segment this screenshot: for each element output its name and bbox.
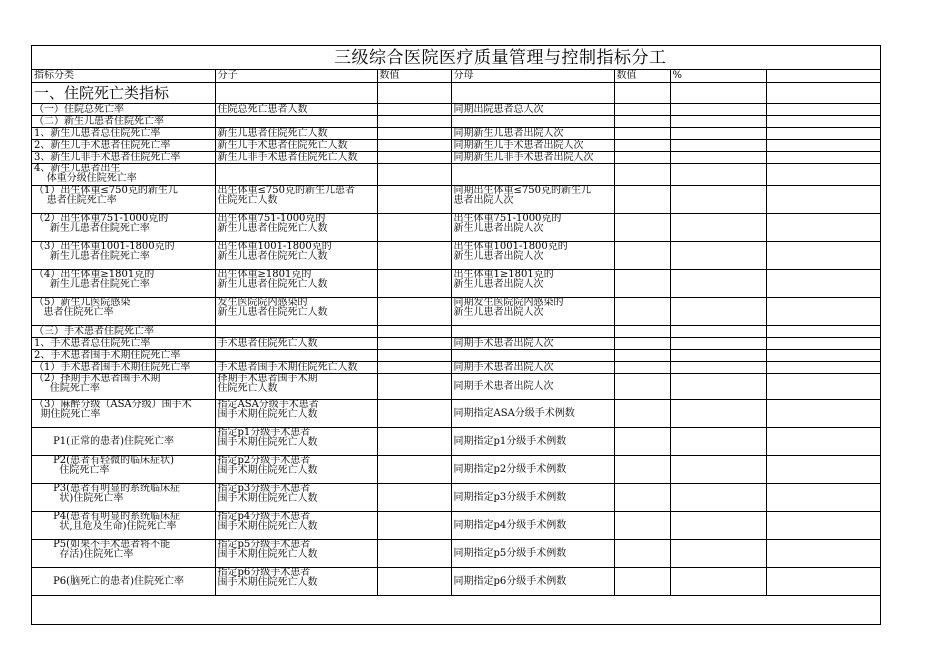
denominator-cell[interactable]: 同期指定ASA分级手术例数	[451, 400, 614, 428]
table-row	[32, 568, 881, 596]
numerator-cell[interactable]: 指定ASA分级手术患者 围手术期住院死亡人数	[215, 400, 377, 428]
table-row	[32, 152, 881, 164]
value-cell-1[interactable]	[377, 428, 451, 456]
extra-cell[interactable]	[766, 350, 881, 362]
numerator-cell[interactable]	[215, 164, 377, 186]
numerator-cell[interactable]: 出生体重751-1000克的 新生儿患者住院死亡人数	[215, 214, 377, 242]
extra-cell[interactable]	[766, 298, 881, 326]
extra-cell[interactable]	[766, 128, 881, 140]
category-cell[interactable]: 3、新生儿非手术患者住院死亡率	[32, 152, 215, 164]
extra-cell[interactable]	[766, 242, 881, 270]
numerator-cell[interactable]: 指定p5分级手术患者 围手术期住院死亡人数	[215, 540, 377, 568]
category-cell[interactable]: （一）住院总死亡率	[32, 104, 215, 116]
value-cell-1[interactable]	[377, 152, 451, 164]
table-row	[32, 374, 881, 400]
header-denominator[interactable]: 分母	[451, 70, 614, 83]
percent-cell[interactable]	[670, 242, 766, 270]
value-cell-2[interactable]	[614, 140, 670, 152]
category-cell[interactable]: （5）新生儿医院感染 患者住院死亡率	[32, 298, 215, 326]
percent-cell[interactable]	[670, 164, 766, 186]
header-blank[interactable]	[766, 70, 881, 83]
percent-cell[interactable]	[670, 350, 766, 362]
value-cell-2[interactable]	[614, 116, 670, 128]
value-cell-2[interactable]	[614, 104, 670, 116]
table-row	[32, 456, 881, 484]
table-row	[32, 298, 881, 326]
percent-cell[interactable]	[670, 298, 766, 326]
extra-cell[interactable]	[766, 214, 881, 242]
extra-cell[interactable]	[766, 116, 881, 128]
category-cell[interactable]: 1、新生儿患者总住院死亡率	[32, 128, 215, 140]
numerator-cell[interactable]: 指定p3分级手术患者 围手术期住院死亡人数	[215, 484, 377, 512]
denominator-cell[interactable]	[451, 83, 614, 104]
percent-cell[interactable]	[670, 540, 766, 568]
denominator-cell[interactable]: 同期手术患者出院人次	[451, 374, 614, 400]
percent-cell[interactable]	[670, 214, 766, 242]
category-cell[interactable]: （1）出生体重≤750克的新生儿 患者住院死亡率	[32, 186, 215, 214]
value-cell-1[interactable]	[377, 512, 451, 540]
extra-cell[interactable]	[766, 456, 881, 484]
table-row	[32, 116, 881, 128]
extra-cell[interactable]	[766, 362, 881, 374]
percent-cell[interactable]	[670, 512, 766, 540]
numerator-cell[interactable]	[215, 326, 377, 338]
header-category[interactable]: 指标分类	[32, 70, 215, 83]
value-cell-1[interactable]	[377, 116, 451, 128]
denominator-cell[interactable]: 同期指定p3分级手术例数	[451, 484, 614, 512]
table-row	[32, 400, 881, 428]
header-value-2[interactable]: 数值	[614, 70, 670, 83]
value-cell-1[interactable]	[377, 298, 451, 326]
header-percent[interactable]: %	[670, 70, 766, 83]
extra-cell[interactable]	[766, 400, 881, 428]
value-cell-1[interactable]	[377, 270, 451, 298]
value-cell-1[interactable]	[377, 484, 451, 512]
extra-cell[interactable]	[766, 326, 881, 338]
value-cell-1[interactable]	[377, 540, 451, 568]
numerator-cell[interactable]: 出生体重1001-1800克的 新生儿患者住院死亡人数	[215, 242, 377, 270]
extra-cell[interactable]	[766, 186, 881, 214]
value-cell-1[interactable]	[377, 362, 451, 374]
table-row	[32, 540, 881, 568]
category-cell[interactable]: P6(脑死亡的患者)住院死亡率	[32, 568, 215, 596]
table-row	[32, 270, 881, 298]
denominator-cell[interactable]: 同期出院患者总人次	[451, 104, 614, 116]
denominator-cell[interactable]: 同期新生儿手术患者出院人次	[451, 140, 614, 152]
percent-cell[interactable]	[670, 186, 766, 214]
value-cell-2[interactable]	[614, 242, 670, 270]
extra-cell[interactable]	[766, 140, 881, 152]
category-cell[interactable]: 1、手术患者总住院死亡率	[32, 338, 215, 350]
table-row	[32, 140, 881, 152]
percent-cell[interactable]	[670, 428, 766, 456]
extra-cell[interactable]	[766, 512, 881, 540]
value-cell-2[interactable]	[614, 338, 670, 350]
table-row	[32, 350, 881, 362]
category-cell[interactable]: （3）出生体重1001-1800克的 新生儿患者住院死亡率	[32, 242, 215, 270]
numerator-cell[interactable]: 指定p6分级手术患者 围手术期住院死亡人数	[215, 568, 377, 596]
extra-cell[interactable]	[766, 164, 881, 186]
value-cell-2[interactable]	[614, 456, 670, 484]
value-cell-1[interactable]	[377, 350, 451, 362]
category-cell[interactable]: （三）手术患者住院死亡率	[32, 326, 215, 338]
value-cell-1[interactable]	[377, 214, 451, 242]
denominator-cell[interactable]: 出生体重751-1000克的 新生儿患者出院人次	[451, 214, 614, 242]
value-cell-2[interactable]	[614, 350, 670, 362]
value-cell-1[interactable]	[377, 104, 451, 116]
numerator-cell[interactable]: 指定p1分级手术患者 围手术期住院死亡人数	[215, 428, 377, 456]
extra-cell[interactable]	[766, 568, 881, 596]
table-row	[32, 186, 881, 214]
numerator-cell[interactable]	[215, 116, 377, 128]
percent-cell[interactable]	[670, 400, 766, 428]
table-row	[32, 104, 881, 116]
value-cell-1[interactable]	[377, 186, 451, 214]
header-row	[32, 70, 881, 83]
numerator-cell[interactable]: 出生体重≥1801克的 新生儿患者住院死亡人数	[215, 270, 377, 298]
value-cell-2[interactable]	[614, 128, 670, 140]
denominator-cell[interactable]: 同期新生儿非手术患者出院人次	[451, 152, 614, 164]
value-cell-2[interactable]	[614, 512, 670, 540]
value-cell-2[interactable]	[614, 164, 670, 186]
value-cell-1[interactable]	[377, 338, 451, 350]
numerator-cell[interactable]: 新生儿患者住院死亡人数	[215, 128, 377, 140]
percent-cell[interactable]	[670, 362, 766, 374]
category-cell[interactable]: 4、新生儿患者出生 体重分级住院死亡率	[32, 164, 215, 186]
value-cell-2[interactable]	[614, 540, 670, 568]
category-cell[interactable]: （二）新生儿患者住院死亡率	[32, 116, 215, 128]
value-cell-2[interactable]	[614, 428, 670, 456]
header-value-1[interactable]: 数值	[377, 70, 451, 83]
numerator-cell[interactable]: 新生儿手术患者住院死亡人数	[215, 140, 377, 152]
numerator-cell[interactable]: 新生儿非手术患者住院死亡人数	[215, 152, 377, 164]
value-cell-1[interactable]	[377, 568, 451, 596]
numerator-cell[interactable]: 指定p4分级手术患者 围手术期住院死亡人数	[215, 512, 377, 540]
extra-cell[interactable]	[766, 152, 881, 164]
denominator-cell[interactable]	[451, 116, 614, 128]
value-cell-1[interactable]	[377, 400, 451, 428]
percent-cell[interactable]	[670, 374, 766, 400]
category-cell[interactable]: 一、住院死亡类指标	[32, 83, 215, 104]
table-row	[32, 512, 881, 540]
spreadsheet	[31, 45, 881, 625]
sheet-title: 三级综合医院医疗质量管理与控制指标分工	[32, 46, 880, 70]
extra-cell[interactable]	[766, 374, 881, 400]
category-cell[interactable]: P3(患者有明显的系统临床症 状)住院死亡率	[32, 484, 215, 512]
category-cell[interactable]: （1）手术患者围手术期住院死亡率	[32, 362, 215, 374]
category-cell[interactable]: P1(正常的患者)住院死亡率	[32, 428, 215, 456]
category-cell[interactable]: P2(患者有轻微的临床症状) 住院死亡率	[32, 456, 215, 484]
denominator-cell[interactable]	[451, 326, 614, 338]
value-cell-2[interactable]	[614, 83, 670, 104]
percent-cell[interactable]	[670, 270, 766, 298]
value-cell-2[interactable]	[614, 374, 670, 400]
value-cell-2[interactable]	[614, 186, 670, 214]
table-row	[32, 484, 881, 512]
extra-cell[interactable]	[766, 104, 881, 116]
table-row	[32, 83, 881, 104]
value-cell-1[interactable]	[377, 140, 451, 152]
table-row	[32, 362, 881, 374]
category-cell[interactable]: 2、新生儿手术患者住院死亡率	[32, 140, 215, 152]
numerator-cell[interactable]	[215, 83, 377, 104]
denominator-cell[interactable]: 同期指定p5分级手术例数	[451, 540, 614, 568]
denominator-cell[interactable]: 同期指定p6分级手术例数	[451, 568, 614, 596]
table-row	[32, 338, 881, 350]
extra-cell[interactable]	[766, 428, 881, 456]
category-cell[interactable]: （3）麻醉分级（ASA分级）围手术 期住院死亡率	[32, 400, 215, 428]
denominator-cell[interactable]	[451, 350, 614, 362]
table-row	[32, 242, 881, 270]
value-cell-1[interactable]	[377, 242, 451, 270]
percent-cell[interactable]	[670, 83, 766, 104]
denominator-cell[interactable]: 同期手术患者出院人次	[451, 338, 614, 350]
percent-cell[interactable]	[670, 116, 766, 128]
table-row	[32, 128, 881, 140]
denominator-cell[interactable]: 出生体重1001-1800克的 新生儿患者出院人次	[451, 242, 614, 270]
numerator-cell[interactable]: 住院总死亡患者人数	[215, 104, 377, 116]
numerator-cell[interactable]	[215, 350, 377, 362]
value-cell-2[interactable]	[614, 152, 670, 164]
category-cell[interactable]: 2、手术患者围手术期住院死亡率	[32, 350, 215, 362]
indicator-table	[32, 70, 881, 596]
denominator-cell[interactable]: 同期指定p2分级手术例数	[451, 456, 614, 484]
value-cell-2[interactable]	[614, 484, 670, 512]
category-cell[interactable]: （4）出生体重≥1801克的 新生儿患者住院死亡率	[32, 270, 215, 298]
percent-cell[interactable]	[670, 140, 766, 152]
percent-cell[interactable]	[670, 104, 766, 116]
percent-cell[interactable]	[670, 568, 766, 596]
value-cell-1[interactable]	[377, 456, 451, 484]
category-cell[interactable]: （2）择期手术患者围手术期 住院死亡率	[32, 374, 215, 400]
value-cell-1[interactable]	[377, 83, 451, 104]
denominator-cell[interactable]	[451, 164, 614, 186]
percent-cell[interactable]	[670, 128, 766, 140]
extra-cell[interactable]	[766, 270, 881, 298]
extra-cell[interactable]	[766, 338, 881, 350]
table-row	[32, 164, 881, 186]
percent-cell[interactable]	[670, 456, 766, 484]
numerator-cell[interactable]: 择期手术患者围手术期 住院死亡人数	[215, 374, 377, 400]
denominator-cell[interactable]: 同期发生医院院内感染的 新生儿患者出院人次	[451, 298, 614, 326]
denominator-cell[interactable]: 出生体重1≥1801克的 新生儿患者出院人次	[451, 270, 614, 298]
value-cell-2[interactable]	[614, 270, 670, 298]
extra-cell[interactable]	[766, 484, 881, 512]
header-numerator[interactable]: 分子	[215, 70, 377, 83]
denominator-cell[interactable]: 同期手术患者出院人次	[451, 362, 614, 374]
extra-cell[interactable]	[766, 83, 881, 104]
table-row	[32, 214, 881, 242]
value-cell-1[interactable]	[377, 128, 451, 140]
numerator-cell[interactable]: 指定p2分级手术患者 围手术期住院死亡人数	[215, 456, 377, 484]
value-cell-2[interactable]	[614, 214, 670, 242]
percent-cell[interactable]	[670, 152, 766, 164]
value-cell-1[interactable]	[377, 164, 451, 186]
value-cell-2[interactable]	[614, 362, 670, 374]
value-cell-2[interactable]	[614, 298, 670, 326]
category-cell[interactable]: P5(如果不手术患者将不能 存活)住院死亡率	[32, 540, 215, 568]
numerator-cell[interactable]: 手术患者住院死亡人数	[215, 338, 377, 350]
category-cell[interactable]: P4(患者有明显的系统临床症 状,且危及生命)住院死亡率	[32, 512, 215, 540]
denominator-cell[interactable]: 同期新生儿患者出院人次	[451, 128, 614, 140]
value-cell-1[interactable]	[377, 374, 451, 400]
value-cell-2[interactable]	[614, 568, 670, 596]
extra-cell[interactable]	[766, 540, 881, 568]
denominator-cell[interactable]: 同期出生体重≤750克的新生儿 患者出院人次	[451, 186, 614, 214]
table-row	[32, 428, 881, 456]
numerator-cell[interactable]: 出生体重≤750克的新生儿患者 住院死亡人数	[215, 186, 377, 214]
numerator-cell[interactable]: 手术患者围手术期住院死亡人数	[215, 362, 377, 374]
value-cell-2[interactable]	[614, 326, 670, 338]
denominator-cell[interactable]: 同期指定p1分级手术例数	[451, 428, 614, 456]
percent-cell[interactable]	[670, 326, 766, 338]
percent-cell[interactable]	[670, 484, 766, 512]
percent-cell[interactable]	[670, 338, 766, 350]
value-cell-1[interactable]	[377, 326, 451, 338]
numerator-cell[interactable]: 发生医院院内感染的 新生儿患者住院死亡人数	[215, 298, 377, 326]
denominator-cell[interactable]: 同期指定p4分级手术例数	[451, 512, 614, 540]
table-row	[32, 326, 881, 338]
value-cell-2[interactable]	[614, 400, 670, 428]
category-cell[interactable]: （2）出生体重751-1000克的 新生儿患者住院死亡率	[32, 214, 215, 242]
